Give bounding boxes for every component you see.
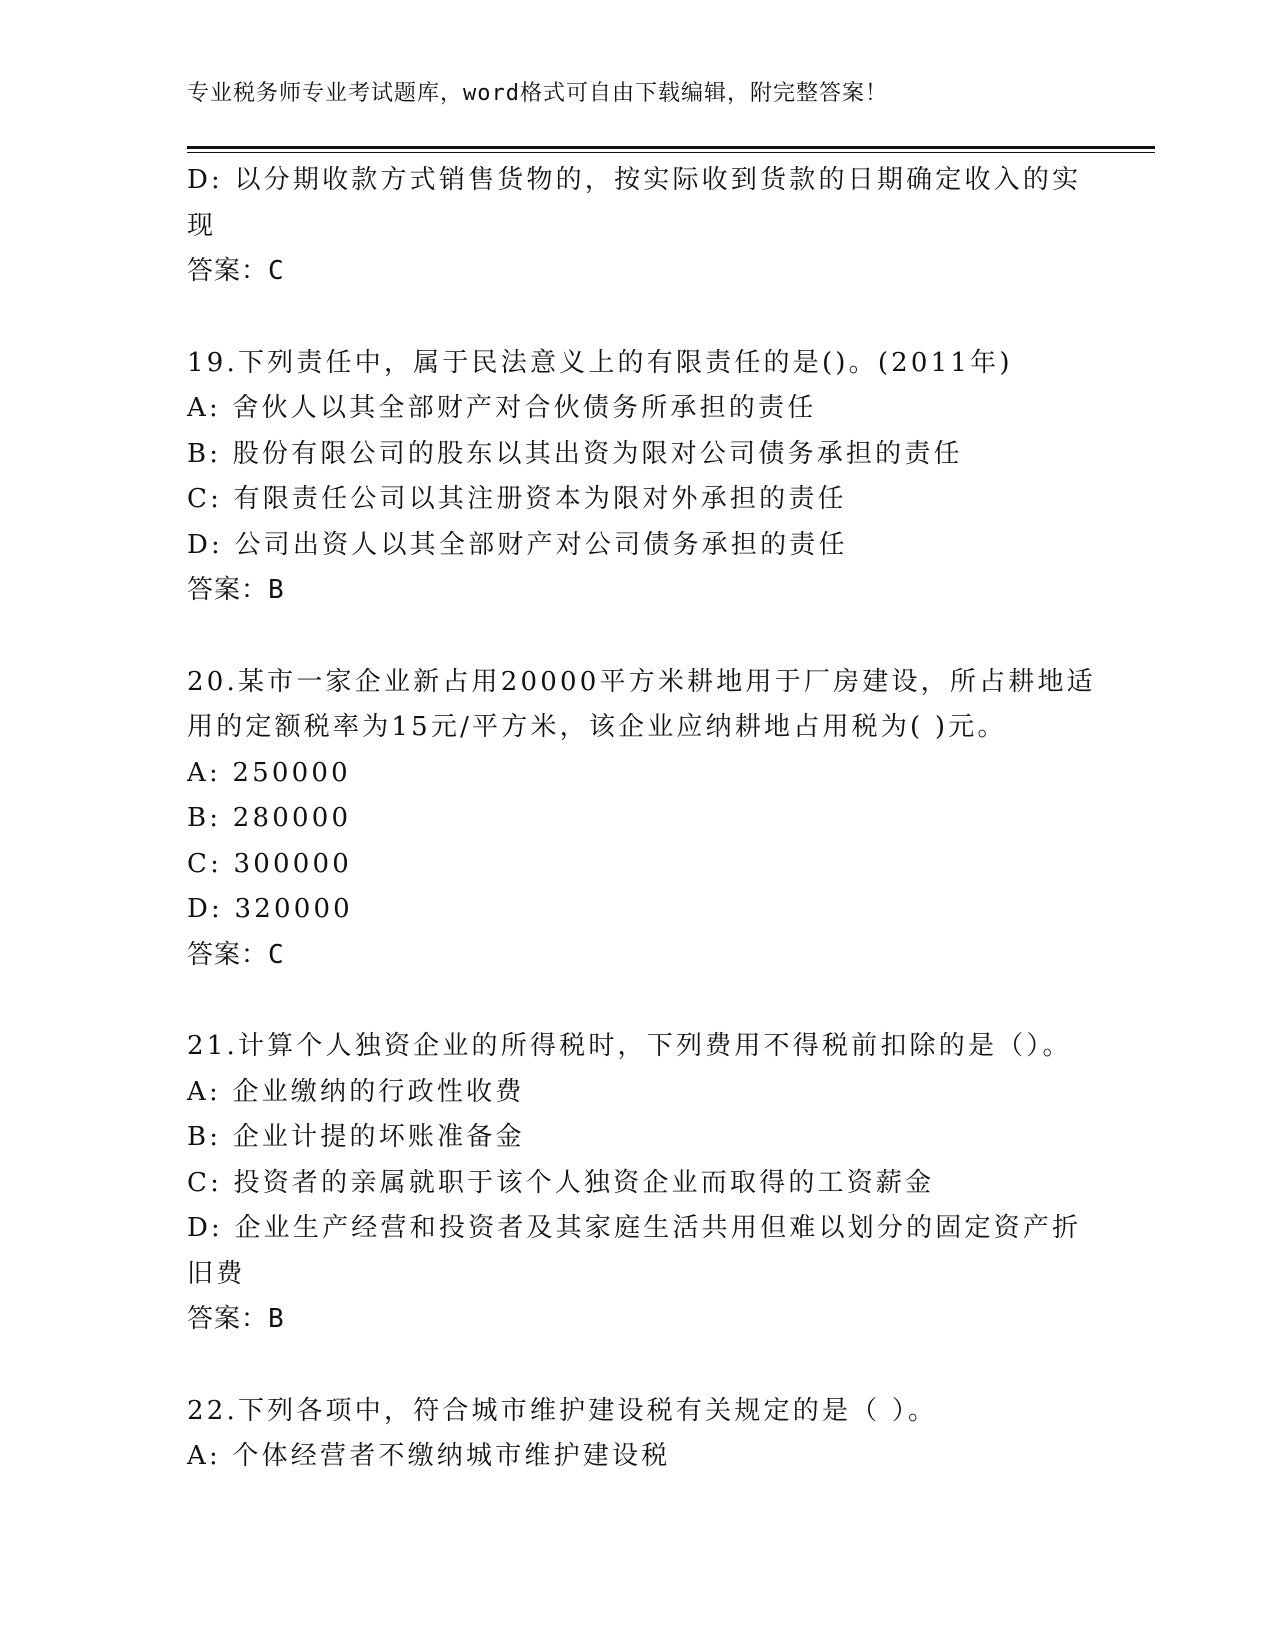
header-rule-thick bbox=[187, 146, 1155, 149]
question-stem: 用的定额税率为15元/平方米，该企业应纳耕地占用税为( )元。 bbox=[187, 712, 1007, 742]
option-line: C: 300000 bbox=[187, 848, 352, 879]
option-line: D: 企业生产经营和投资者及其家庭生活共用但难以划分的固定资产折 bbox=[187, 1213, 1082, 1243]
option-line: D: 320000 bbox=[187, 894, 353, 924]
carryover-question bbox=[187, 158, 1082, 295]
question-stem: 20.某市一家企业新占用20000平方米耕地用于厂房建设，所占耕地适 bbox=[187, 666, 1096, 697]
question-stem: 21.计算个人独资企业的所得税时，下列费用不得税前扣除的是（）。 bbox=[187, 1031, 1072, 1061]
spacer bbox=[187, 1343, 1077, 1389]
option-line: B: 股份有限公司的股东以其出资为限对公司债务承担的责任 bbox=[187, 438, 963, 469]
question-21 bbox=[187, 1024, 1082, 1343]
option-line: A: 250000 bbox=[187, 757, 351, 788]
option-line: D: 公司出资人以其全部财产对公司债务承担的责任 bbox=[187, 529, 848, 560]
spacer bbox=[187, 614, 1077, 660]
option-line: C: 有限责任公司以其注册资本为限对外承担的责任 bbox=[187, 484, 847, 514]
answer-line: 答案：C bbox=[187, 256, 285, 286]
option-line: A: 个体经营者不缴纳城市维护建设税 bbox=[187, 1441, 671, 1471]
option-line: A: 企业缴纳的行政性收费 bbox=[187, 1076, 525, 1107]
question-22 bbox=[187, 1389, 1077, 1480]
option-line: 现 bbox=[187, 210, 217, 241]
option-line: A: 舍伙人以其全部财产对合伙债务所承担的责任 bbox=[187, 393, 817, 423]
option-line: D: 以分期收款方式销售货物的，按实际收到货款的日期确定收入的实 bbox=[187, 165, 1082, 195]
option-line: B: 企业计提的坏账准备金 bbox=[187, 1122, 525, 1152]
option-line: C: 投资者的亲属就职于该个人独资企业而取得的工资薪金 bbox=[187, 1167, 935, 1198]
spacer bbox=[187, 295, 1077, 341]
answer-line: 答案：C bbox=[187, 939, 285, 970]
page-header: 专业税务师专业考试题库，word格式可自由下载编辑，附完整答案！ bbox=[187, 81, 888, 106]
option-line: 旧费 bbox=[187, 1258, 246, 1289]
question-19 bbox=[187, 341, 1077, 614]
question-stem: 22.下列各项中，符合城市维护建设税有关规定的是（ ）。 bbox=[187, 1395, 938, 1426]
answer-line: 答案：B bbox=[187, 575, 285, 605]
question-stem: 19.下列责任中，属于民法意义上的有限责任的是()。(2011年) bbox=[187, 347, 1013, 378]
option-line: B: 280000 bbox=[187, 803, 352, 833]
spacer bbox=[187, 978, 1077, 1024]
answer-line: 答案：B bbox=[187, 1304, 285, 1334]
question-20 bbox=[187, 660, 1096, 979]
document-body bbox=[187, 158, 1096, 1480]
header-rule-thin bbox=[187, 152, 1155, 153]
